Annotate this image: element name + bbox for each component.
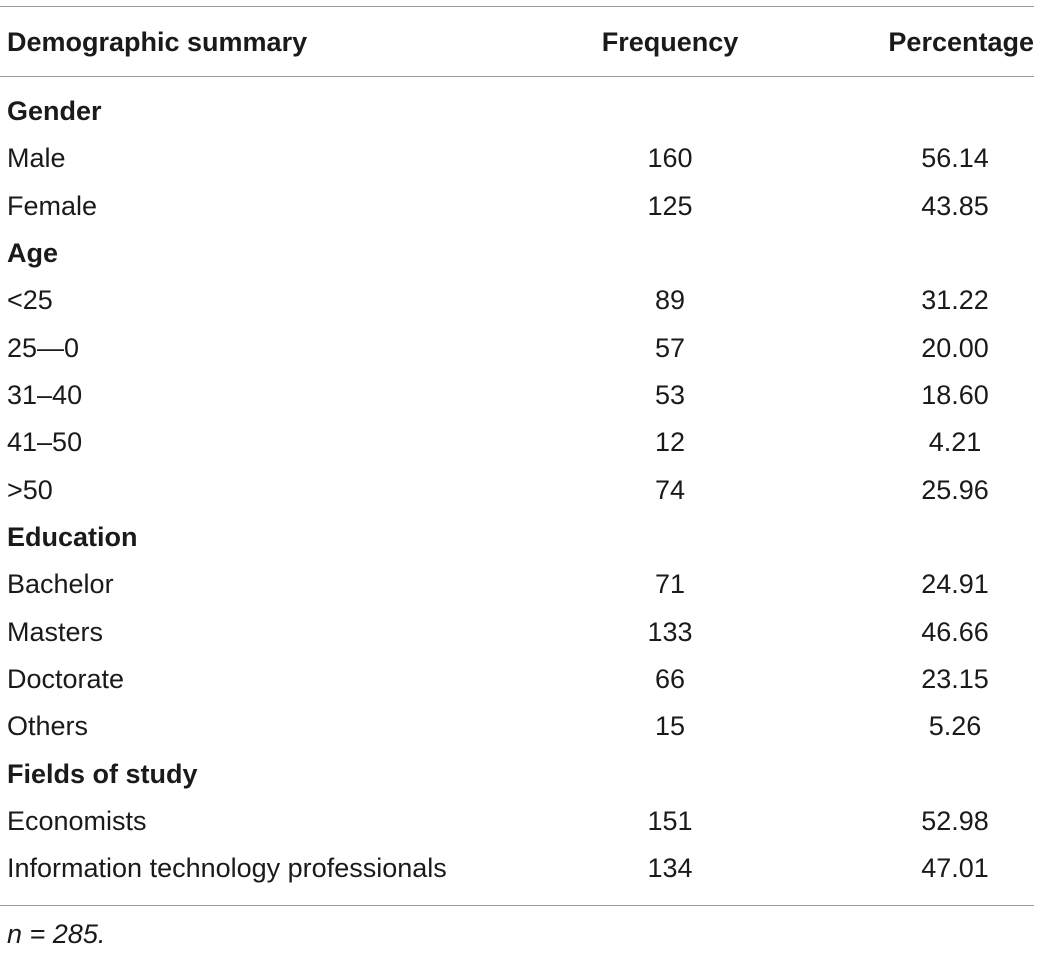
row-label: <25: [7, 285, 53, 315]
header-demographic-summary: Demographic summary: [7, 27, 308, 57]
row-percentage: 20.00: [921, 333, 989, 363]
row-percentage: 52.98: [921, 806, 989, 836]
table-footnote: n = 285.: [7, 919, 106, 949]
table-bottom-rule: [0, 905, 1034, 906]
section-title: Fields of study: [7, 759, 198, 789]
table-top-rule: [0, 6, 1034, 7]
row-label: Female: [7, 191, 98, 221]
row-percentage: 24.91: [921, 569, 989, 599]
row-label: 41–50: [7, 427, 83, 457]
row-label: Doctorate: [7, 664, 125, 694]
row-percentage: 23.15: [921, 664, 989, 694]
table-row: [0, 561, 1040, 608]
table-row: [0, 609, 1040, 656]
table-row: [0, 419, 1040, 466]
row-percentage: 56.14: [921, 143, 989, 173]
row-label: Others: [7, 711, 89, 741]
section-title: Education: [7, 522, 138, 552]
row-frequency: 160: [647, 143, 693, 173]
table-row: [0, 656, 1040, 703]
row-label: Information technology professionals: [7, 853, 447, 883]
table-header-row: [0, 18, 1040, 66]
section-title: Gender: [7, 96, 102, 126]
row-frequency: 74: [654, 475, 686, 505]
row-label: >50: [7, 475, 53, 505]
section-title: Age: [7, 238, 59, 268]
table-row: [0, 845, 1040, 892]
row-percentage: 43.85: [921, 191, 989, 221]
section-age: [0, 230, 1040, 277]
row-percentage: 47.01: [921, 853, 989, 883]
row-percentage: 31.22: [921, 285, 989, 315]
row-frequency: 66: [654, 664, 686, 694]
header-percentage: Percentage: [888, 27, 1034, 57]
table-header-rule: [0, 76, 1034, 77]
row-label: Masters: [7, 617, 104, 647]
row-label: 25—0: [7, 333, 80, 363]
row-label: Economists: [7, 806, 147, 836]
row-label: Male: [7, 143, 66, 173]
table-row: [0, 467, 1040, 514]
row-frequency: 151: [647, 806, 693, 836]
table-row: [0, 135, 1040, 182]
table-row: [0, 183, 1040, 230]
row-frequency: 89: [654, 285, 686, 315]
row-label: 31–40: [7, 380, 83, 410]
row-frequency: 12: [654, 427, 686, 457]
row-frequency: 15: [654, 711, 686, 741]
row-percentage: 18.60: [921, 380, 989, 410]
row-frequency: 71: [654, 569, 686, 599]
header-frequency: Frequency: [601, 27, 739, 57]
section-education: [0, 514, 1040, 561]
table-row: [0, 372, 1040, 419]
section-fields-of-study: [0, 751, 1040, 798]
row-frequency: 53: [654, 380, 686, 410]
table-row: [0, 277, 1040, 324]
row-percentage: 4.21: [928, 427, 982, 457]
table-row: [0, 798, 1040, 845]
row-frequency: 134: [647, 853, 693, 883]
row-percentage: 5.26: [928, 711, 982, 741]
table-row: [0, 703, 1040, 750]
table-row: [0, 325, 1040, 372]
row-frequency: 133: [647, 617, 693, 647]
row-frequency: 125: [647, 191, 693, 221]
row-label: Bachelor: [7, 569, 114, 599]
row-percentage: 46.66: [921, 617, 989, 647]
section-gender: [0, 88, 1040, 135]
row-percentage: 25.96: [921, 475, 989, 505]
row-frequency: 57: [654, 333, 686, 363]
